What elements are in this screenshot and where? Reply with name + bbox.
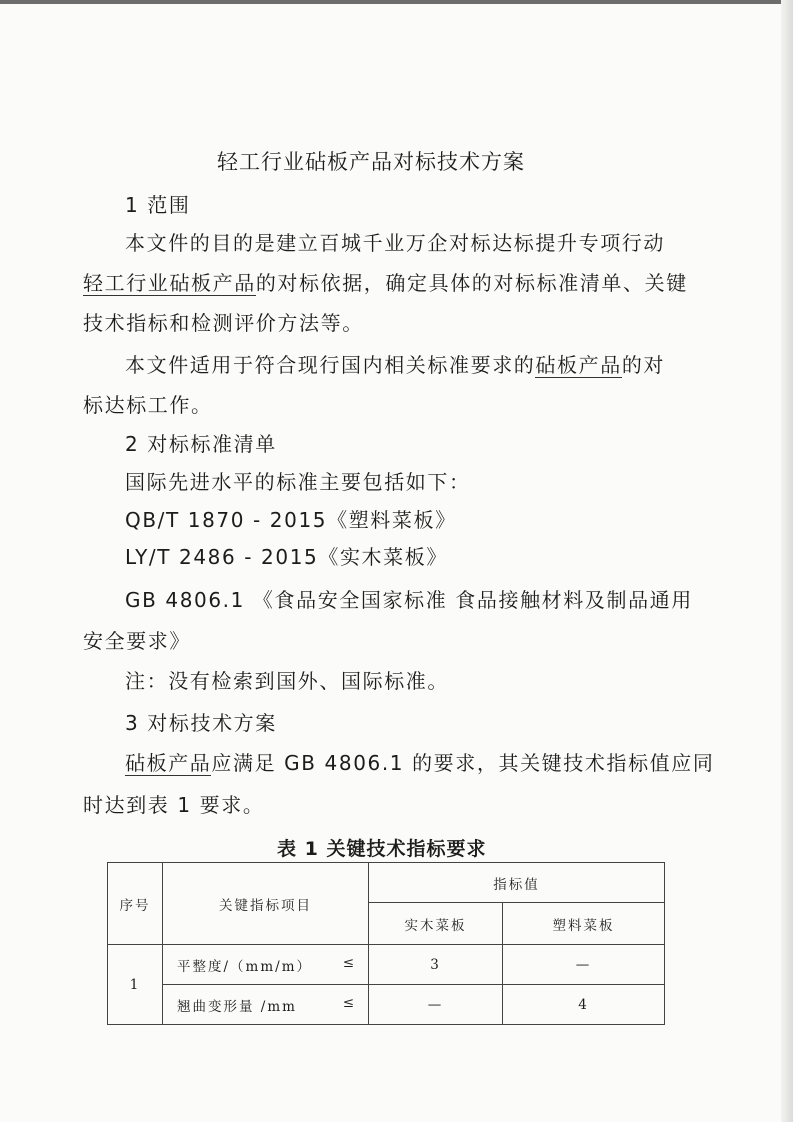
cell-no: 1 (108, 945, 163, 1025)
line-text: 注：没有检索到国外、国际标准。 (125, 669, 449, 693)
line-text: 安全要求》 (83, 629, 191, 653)
line-text: 的对 (621, 353, 666, 377)
scan-edge-right (781, 0, 793, 1122)
cell-wood: — (369, 985, 503, 1025)
table-caption: 表 1 关键技术指标要求 (277, 838, 487, 860)
header-wood: 实木菜板 (369, 903, 503, 945)
line-text: LY/T 2486 - 2015《实木菜板》 (125, 545, 448, 569)
body-line (83, 793, 264, 817)
cell-plastic: 4 (503, 985, 665, 1025)
body-line (125, 588, 693, 612)
cell-wood: 3 (369, 945, 503, 985)
underlined-text: 砧板产品 (535, 353, 622, 377)
line-text: 标达标工作。 (83, 393, 213, 417)
body-line (83, 271, 688, 295)
body-line (125, 545, 448, 569)
body-line (125, 432, 277, 456)
line-text: 本文件的目的是建立百城千业万企对标达标提升专项行动 (125, 231, 665, 255)
cell-item: 翘曲变形量 /mm (177, 998, 297, 1015)
body-line (125, 353, 665, 377)
line-text: 应满足 GB 4806.1 的要求，其关键技术指标值应同 (211, 751, 715, 775)
line-text: 国际先进水平的标准主要包括如下： (125, 470, 471, 494)
body-line (83, 629, 191, 653)
body-line (125, 711, 277, 735)
cell-plastic: — (503, 945, 665, 985)
line-text: GB 4806.1 《食品安全国家标准 食品接触材料及制品通用 (125, 588, 693, 612)
line-text: 2 对标标准清单 (125, 432, 277, 456)
line-text: QB/T 1870 - 2015《塑料菜板》 (125, 508, 457, 532)
header-item: 关键指标项目 (163, 863, 369, 945)
body-line (125, 508, 457, 532)
underlined-text: 砧板产品 (125, 751, 212, 775)
cell-item: 平整度/（mm/m） (177, 958, 313, 975)
header-no: 序号 (108, 863, 163, 945)
body-line (125, 231, 665, 255)
cell-cmp: ≤ (342, 954, 356, 971)
line-text: 技术指标和检测评价方法等。 (83, 311, 364, 335)
body-line (83, 393, 213, 417)
header-value: 指标值 (369, 863, 665, 903)
table-row (108, 985, 665, 1025)
document-title: 轻工行业砧板产品对标技术方案 (217, 150, 525, 174)
key-indicator-table (107, 862, 665, 1025)
header-plastic: 塑料菜板 (503, 903, 665, 945)
line-text: 时达到表 1 要求。 (83, 793, 265, 817)
body-line (125, 751, 714, 775)
body-line (83, 311, 364, 335)
table-row (108, 945, 665, 985)
line-text: 本文件适用于符合现行国内相关标准要求的 (125, 353, 536, 377)
line-text: 1 范围 (125, 193, 191, 217)
line-text: 3 对标技术方案 (125, 711, 277, 735)
underlined-text: 轻工行业砧板产品 (83, 271, 256, 295)
body-line (125, 470, 471, 494)
line-text: 的对标依据，确定具体的对标标准清单、关键 (255, 271, 688, 295)
cell-cmp: ≤ (342, 994, 356, 1011)
body-line (125, 669, 449, 693)
scan-edge (0, 0, 793, 4)
body-line (125, 193, 190, 217)
